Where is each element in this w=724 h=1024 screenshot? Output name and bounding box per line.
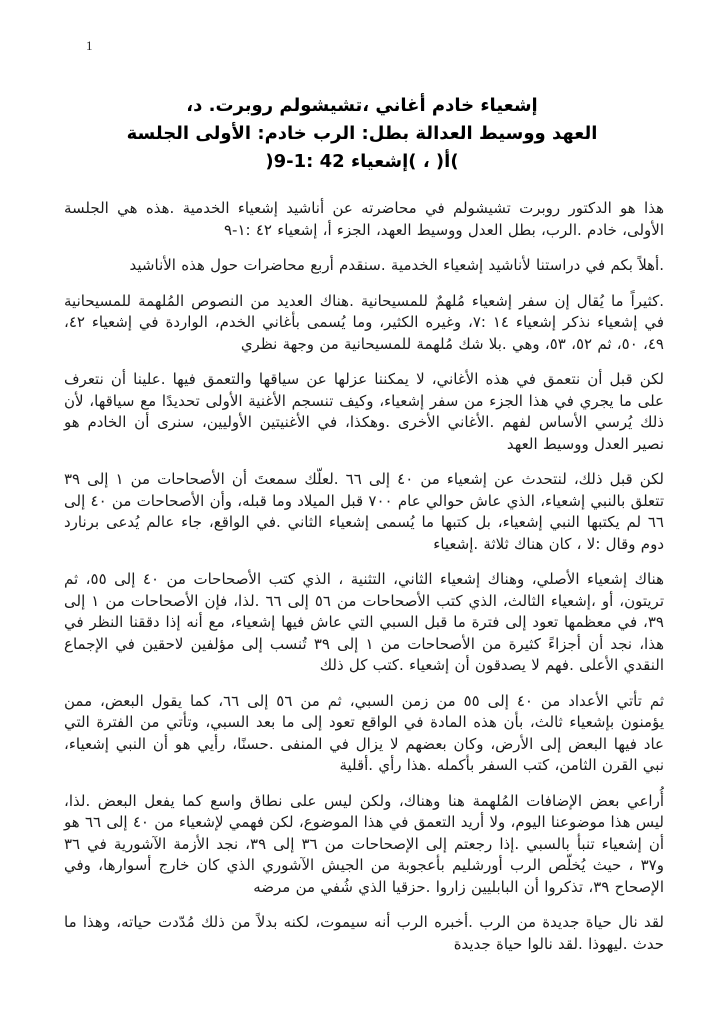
- page-number: 1: [86, 38, 93, 53]
- paragraph: .أهلاً بكم في دراستنا لأناشيد إشعياء الخدمية .سنقدم أربع محاضرات حول هذه الأناشيد: [129, 256, 664, 274]
- paragraph: ثم تأتي الأعداد من ٤٠ إلى ٥٥ من زمن السبي، ثم من ٥٦ إلى ٦٦، كما يقول البعض، ممن يؤمنون بإشعياء ثالث، بأن هذه المادة في الواقع تعود إلى ما بعد السبي، وتأتي من الفترة التي عاد فيها البعض إلى الأرض، وكان بعضهم لا يزال في المنفى .حسنًا، رأيي هو أن النبي إشعياء، نبي القرن الثامن، كتب السفر بأكمله .هذا رأي .أقلية: [64, 691, 664, 774]
- document-title: [0, 0, 724, 176]
- document-body: [64, 198, 664, 955]
- paragraph: لكن قبل ذلك، لنتحدث عن إشعياء من ٤٠ إلى ٦٦ .لعلّك سمعتَ أن الأصحاحات من ١ إلى ٣٩ تتعلق بالنبي إشعياء، الذي عاش حوالي عام ٧٠٠ قبل الميلاد وما قبله، وأن الأصحاحات من ٤٠ إلى ٦٦ لم يكتبها النبي إشعياء، بل كتبها ما يُسمى إشعياء الثاني .في الواقع، جاء عالم يُدعى برنارد دوم وقال :لا ، كان هناك ثلاثة .إشعياء: [64, 470, 665, 553]
- paragraph: .كثيراً ما يُقال إن سفر إشعياء مُلهمٌ للمسيحانية .هناك العديد من النصوص المُلهمة للمسيحانية في إشعياء نذكر إشعياء ١٤ :٧، وغيره الكثير، وما يُسمى بأغاني الخدم، الواردة في إشعياء ٤٢، ٤٩، ٥٠، ثم ٥٢، ٥٣، وهي .بلا شك مُلهمة للمسيحانية من وجهة نظري: [64, 291, 664, 353]
- title-line-reference: [0, 148, 724, 176]
- paragraph: لقد نال حياة جديدة من الرب .أخبره الرب أنه سيموت، لكنه بدلاً من ذلك مُدّدت حياته، وهذا ما حدث .ليهوذا .لقد نالوا حياة جديدة: [64, 913, 664, 953]
- paragraph: هذا هو الدكتور روبرت تشيشولم في محاضرته عن أناشيد إشعياء الخدمية .هذه هي الجلسة الأولى، خادم .الرب، بطل العدل ووسيط العهد، الجزء أ، إشعياء ٤٢ :١-٩: [64, 199, 664, 239]
- paragraph: أُراعي بعض الإضافات المُلهمة هنا وهناك، ولكن ليس على نطاق واسع كما يفعل البعض .لذا، ليس هذا موضوعنا اليوم، ولا أريد التعمق في هذا الموضوع، لكن فهمي لإشعياء من ٤٠ إلى ٦٦ هو أن إشعياء تنبأ بالسبي .إذا رجعتم إلى الإصحاحات من ٣٦ إلى ٣٩، نجد الأزمة الآشورية في ٣٦ و٣٧ ، حيث يُخلّص الرب أورشليم بأعجوبة من الجيش الآشوري الذي كان خارج أسوارها، وفي الإصحاح ٣٩، تذكروا أن البابليين زاروا .حزقيا الذي شُفي من مرضه: [64, 791, 665, 896]
- scripture-reference: )9-1: 42 إشعياء(: [265, 151, 417, 172]
- title-line-author: ،د .روبرت تشيشولم، أغاني خادم إشعياء: [186, 95, 538, 116]
- title-line-session: الجلسة الأولى :خادم الرب :بطل العدالة ووسيط العهد: [126, 123, 598, 144]
- paragraph: لكن قبل أن نتعمق في هذه الأغاني، لا يمكننا عزلها عن سياقها والتعمق فيها .علينا أن نتعرف على ما يجري في هذا الجزء من سفر إشعياء، وكيف تنسجم الأغنية الأولى تحديدًا مع سياقها، لأن ذلك يُرسي الأساس لفهم .الأغاني الأخرى .وهكذا، في الأغنيتين الأوليين، سنرى أن الخادم هو نصير العدل ووسيط العهد: [64, 370, 664, 453]
- session-part-label: ، )أ(: [422, 151, 459, 172]
- paragraph: هناك إشعياء الأصلي، وهناك إشعياء الثاني، التثنية ، الذي كتب الأصحاحات من ٤٠ إلى ٥٥، ثم تريتون، أو ،إشعياء الثالث، الذي كتب الأصحاحات من ٥٦ إلى ٦٦ .لذا، فإن الأصحاحات من ١ إلى ٣٩، في معظمها تعود إلى فترة ما قبل السبي التي عاش فيها إشعياء، مع أنه إذا دققنا النظر في هذا، نجد أن أجزاءً كثيرة من الأصحاحات من ١ إلى ٣٩ تُنسب إلى مؤلفين لاحقين في الإجماع النقدي الأعلى .فهم لا يصدقون أن إشعياء .كتب كل ذلك: [64, 570, 665, 674]
